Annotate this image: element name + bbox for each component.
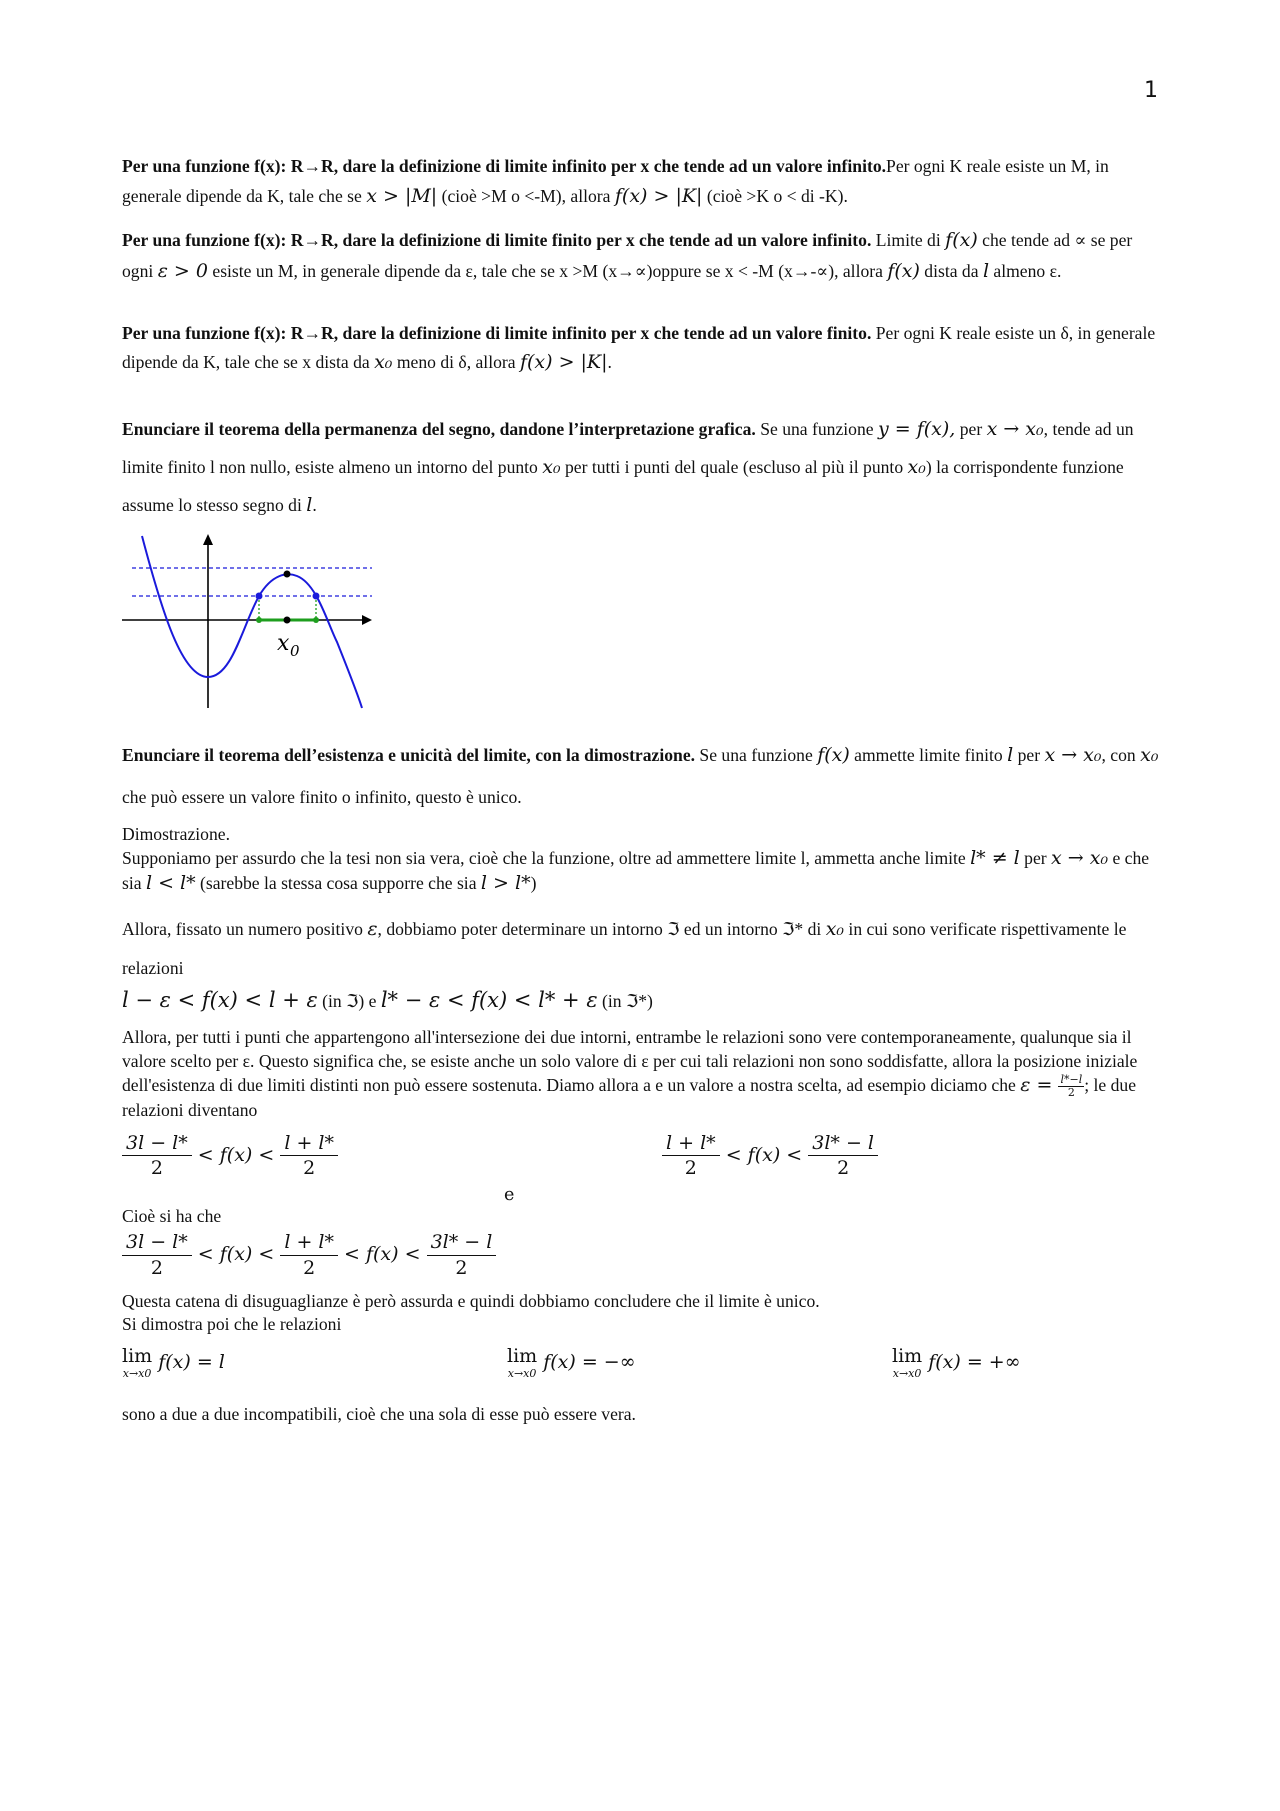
x0-label-sub: 0 [290,642,300,661]
lim [892,1344,923,1380]
text: che tende ad ∝ se per ogni [122,230,1133,282]
sign-permanence-graph [122,532,1162,719]
text: ) [530,872,537,893]
question-3 [122,319,1162,378]
numerator: 3l* − l [808,1131,878,1157]
text: (cioè >M o <-M), allora [437,185,615,206]
numerator: l + l* [280,1230,338,1256]
limit-3 [892,1344,1021,1380]
text: ) la corrispondente funzione assume lo stesso segno di [122,457,1124,516]
question-1 [122,152,1162,211]
text: Se una funzione [695,744,818,765]
text: per [1019,847,1052,868]
fraction [427,1230,497,1280]
text: (in ℑ*) [597,990,653,1011]
text: (cioè >K o < di -K). [702,185,848,206]
fraction [280,1230,338,1280]
math: y = f(x), [877,418,956,441]
math: f(x) [817,743,850,766]
denominator: 2 [684,1157,697,1180]
fraction-denominator: 2 [1067,1086,1075,1100]
text: almeno ε. [989,261,1062,282]
curve-point-top [284,571,291,578]
numerator: 3l − l* [122,1230,192,1256]
numerator: 3l − l* [122,1131,192,1157]
math: x₀ [825,917,845,940]
math: < f(x) < [191,1243,281,1266]
text: Per ogni K reale esiste un M, in generale dipende da K, tale che se [122,156,1109,206]
axis-point-right [313,617,319,623]
lim-subscript: x→x0 [122,1366,152,1380]
lim-word: lim [122,1344,153,1367]
math: < f(x) < [719,1143,809,1166]
math: x₀ [1140,743,1159,766]
text: Allora, fissato un numero positivo [122,918,368,939]
fraction [280,1131,338,1181]
axis-point-left [256,617,262,623]
text: Limite di [871,230,946,251]
proof-relations [122,987,1162,1015]
text: , tende ad un limite finito l non nullo, esiste almeno un intorno del punto [122,419,1134,478]
text: Allora, per tutti i punti che appartengono all'intersezione dei due intorni, entrambe le relazioni sono vere contemporaneamente, qualunque sia il valore scelto per ε. Questo significa che, se esiste anche un solo valore di ε per cui tali relazioni non sono soddisfatte, allora la posizione iniziale dell'esistenza di due limiti distinti non può essere sostenuta. Diamo allora a e un valore a nostra scelta, ad esempio diciamo che [122,1027,1138,1095]
math: l − ε < f(x) < l + ε [122,987,318,1012]
equation-left [122,1131,338,1181]
question-1-title: Per una funzione f(x): R→R, dare la definizione di limite infinito per x che tende ad un valore infinito. [122,156,887,176]
text: (in ℑ) e [317,990,381,1011]
question-4-title: Enunciare il teorema della permanenza del segno, dandone l’interpretazione grafica. [122,419,756,440]
text: esiste un M, in generale dipende da ε, tale che se x >M (x→∝)oppure se x < -M (x→-∝), allora [207,261,888,282]
equation-pair [122,1131,1162,1205]
math: ε = [1020,1073,1059,1096]
question-4 [122,410,1162,524]
text: . [607,352,612,373]
math: l* − ε < f(x) < l* + ε [380,987,598,1012]
lim-word: lim [507,1344,538,1367]
math: ε > 0 [157,260,208,283]
math: f(x) > |K| [614,184,703,207]
math: x > |M| [366,184,438,207]
text: che può essere un valore finito o infinito, questo è unico. [122,787,522,808]
math: x₀ [542,456,561,479]
cioe-line: Cioè si ha che [122,1205,222,1226]
math: l < l* [145,871,196,894]
lim-word: lim [892,1344,923,1367]
math: ε [367,917,378,940]
text: dista da [919,261,983,282]
denominator: 2 [150,1256,163,1279]
denominator: 2 [837,1157,850,1180]
proof-final: sono a due a due incompatibili, cioè che una sola di esse può essere vera. [122,1403,636,1424]
math: f(x) [887,260,920,283]
math: f(x) = +∞ [928,1350,1021,1373]
question-5 [122,733,1162,819]
y-axis-arrow [203,534,213,545]
text: per [955,419,987,440]
proof-heading: Dimostrazione. [122,823,230,844]
fraction-numerator: l*−l [1060,1073,1083,1087]
text: per [1013,744,1045,765]
numerator: 3l* − l [427,1230,497,1256]
document-body [122,152,1162,1426]
x0-label: x [277,631,290,657]
math: l [982,260,990,283]
text: in cui sono verificate rispettivamente le relazioni [122,918,1127,978]
and-word: e [504,1184,515,1205]
text: Per ogni K reale esiste un δ, in generale dipende da K, tale che se x dista da [122,322,1156,373]
numerator: l + l* [280,1131,338,1157]
denominator: 2 [303,1256,316,1279]
math: f(x) = −∞ [543,1350,636,1373]
text: , dobbiamo poter determinare un intorno ℑ ed un intorno ℑ* di [377,918,826,939]
epsilon-fraction [1058,1074,1084,1099]
text: (sarebbe la stessa cosa supporre che sia [195,872,481,893]
limit-relations [122,1344,1162,1399]
function-curve [142,536,362,708]
math: l > l* [480,871,531,894]
fraction [808,1131,878,1181]
lim [507,1344,538,1380]
text: ammette limite finito [849,744,1008,765]
text: ; le due relazioni diventano [122,1074,1137,1121]
math: < f(x) < [337,1243,427,1266]
fraction [122,1230,192,1280]
math: x → x₀ [1051,846,1109,869]
denominator: 2 [303,1157,316,1180]
text: per tutti i punti del quale (escluso al più il punto [560,457,908,478]
lim-subscript: x→x0 [892,1366,922,1380]
question-5-title: Enunciare il teorema dell’esistenza e unicità del limite, con la dimostrazione. [122,744,696,765]
denominator: 2 [455,1256,468,1279]
text: Se una funzione [755,419,878,440]
text: Supponiamo per assurdo che la tesi non sia vera, cioè che la funzione, oltre ad ammettere limite l, ammetta anche limite [122,847,971,868]
math: f(x) > |K| [519,351,608,374]
math: f(x) = l [158,1350,225,1373]
proof-paragraph-1 [122,846,1162,896]
proof-conclusion: Questa catena di disuguaglianze è però assurda e quindi dobbiamo concludere che il limite è unico. [122,1291,820,1312]
question-2 [122,225,1162,287]
fraction [662,1131,720,1181]
text: , con [1101,744,1141,765]
question-3-title: Per una funzione f(x): R→R, dare la definizione di limite infinito per x che tende ad un valore finito. [122,322,872,343]
proof-paragraph-2 [122,910,1162,987]
graph-svg [122,532,372,710]
lim-subscript: x→x0 [507,1366,537,1380]
math: < f(x) < [191,1143,281,1166]
proof-paragraph-4 [122,1026,1162,1122]
math: x₀ [374,351,393,374]
math: x → x₀ [986,418,1044,441]
inequality-chain [122,1230,1162,1280]
page-number: 1 [1144,78,1158,103]
math: l* ≠ l [970,846,1020,869]
text: meno di δ, allora [392,352,520,373]
proof-relations-intro: Si dimostra poi che le relazioni [122,1314,342,1335]
text: . [312,495,317,516]
fraction [122,1131,192,1181]
question-2-title: Per una funzione f(x): R→R, dare la definizione di limite finito per x che tende ad un valore infinito. [122,230,872,251]
math: l [1007,743,1014,766]
math: x → x₀ [1044,743,1102,766]
math: x₀ [907,456,926,479]
limit-1 [122,1344,225,1380]
numerator: l + l* [662,1131,720,1157]
equation-right [662,1131,878,1181]
limit-2 [507,1344,636,1380]
x-axis-arrow [362,615,372,625]
curve-point-right [313,593,320,600]
math: l [306,494,313,517]
text: e che sia [122,847,1150,893]
curve-point-left [256,593,263,600]
lim [122,1344,153,1380]
math: f(x) [945,229,978,252]
denominator: 2 [150,1157,163,1180]
axis-point-x0 [284,617,291,624]
